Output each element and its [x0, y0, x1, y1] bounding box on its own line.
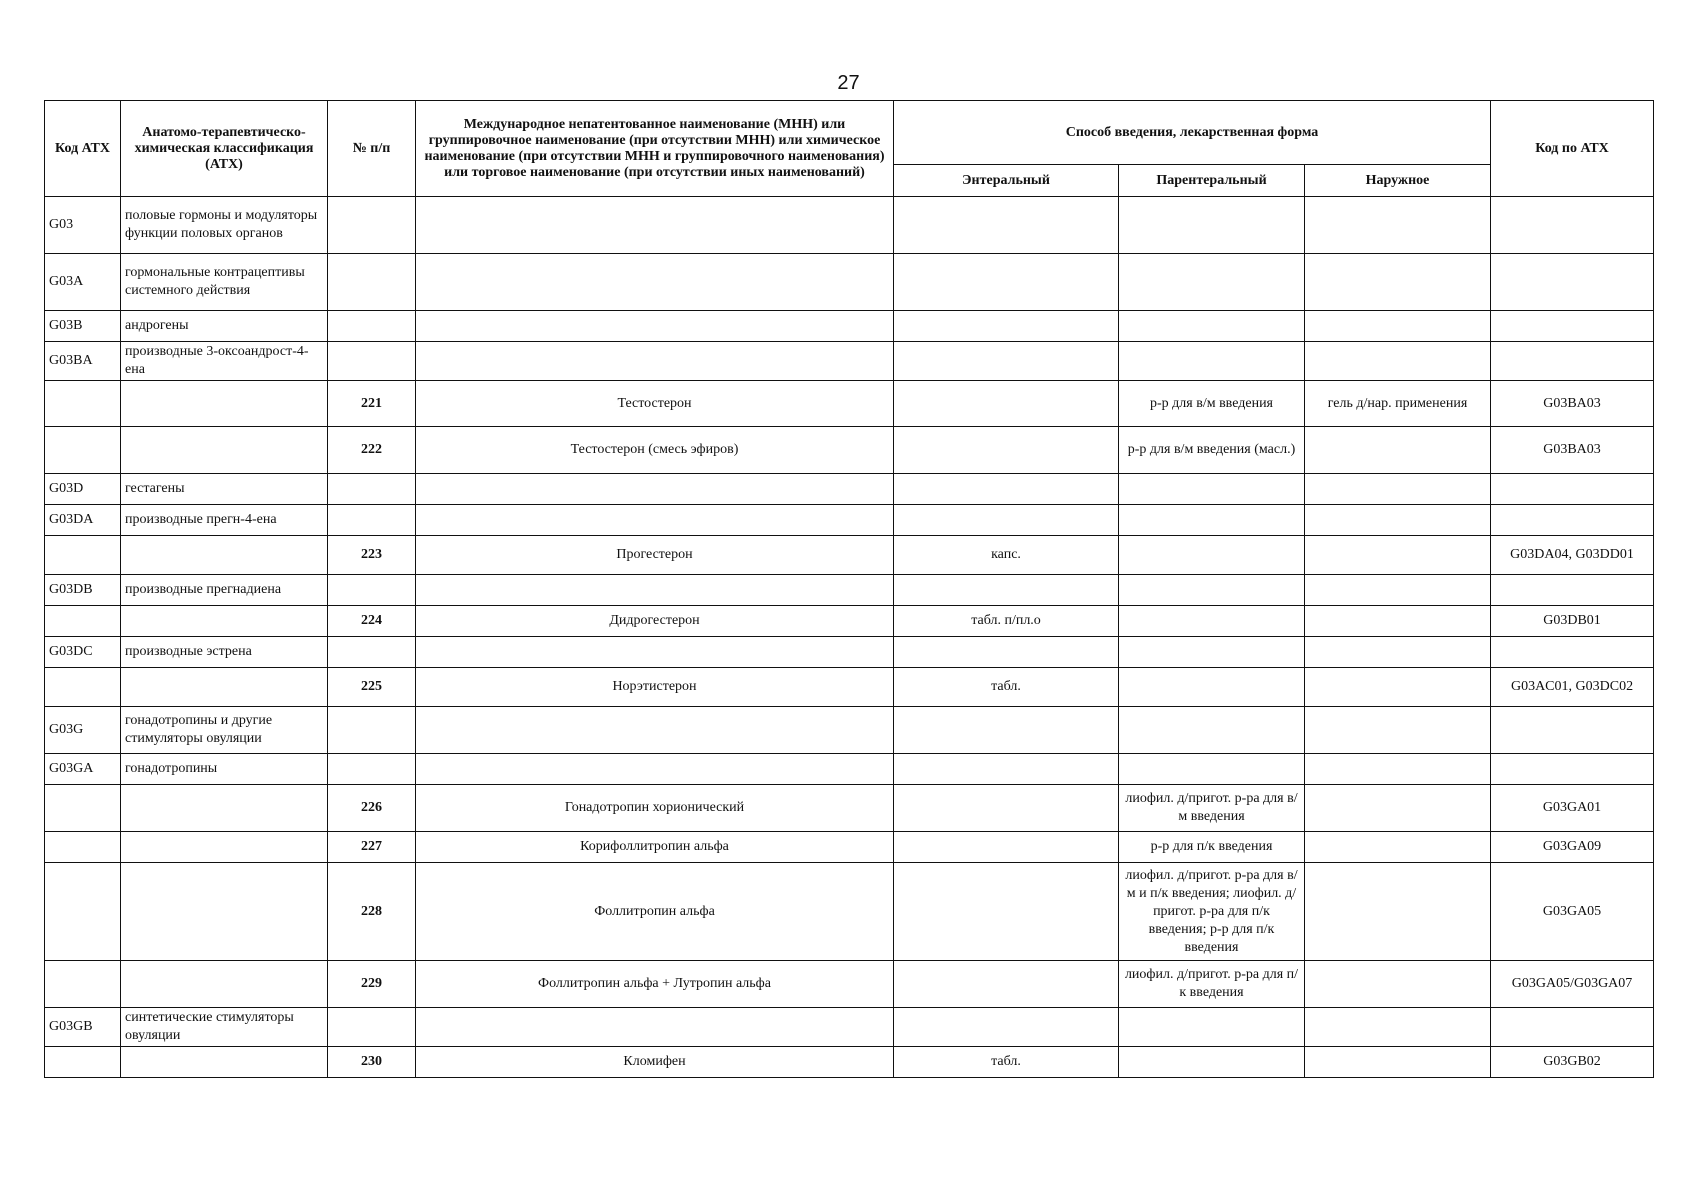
table-row	[45, 254, 1654, 311]
cell-code	[45, 668, 121, 707]
table-row	[45, 505, 1654, 536]
table-row	[45, 342, 1654, 381]
cell-code: G03BA	[45, 342, 121, 381]
cell-number	[328, 342, 416, 381]
cell-code: G03GA	[45, 754, 121, 785]
header-parenteral: Парентеральный	[1119, 165, 1305, 197]
table-row	[45, 311, 1654, 342]
cell-enteral	[894, 474, 1119, 505]
cell-atc	[1491, 197, 1654, 254]
cell-classification	[121, 536, 328, 575]
cell-external	[1305, 575, 1491, 606]
cell-atc	[1491, 254, 1654, 311]
cell-atc	[1491, 1008, 1654, 1047]
cell-name	[416, 637, 894, 668]
drug-table	[44, 100, 1654, 1078]
cell-atc: G03DA04, G03DD01	[1491, 536, 1654, 575]
table-row	[45, 474, 1654, 505]
cell-external	[1305, 606, 1491, 637]
cell-name	[416, 311, 894, 342]
cell-name: Дидрогестерон	[416, 606, 894, 637]
cell-name: Норэтистерон	[416, 668, 894, 707]
table-row	[45, 754, 1654, 785]
table-row	[45, 707, 1654, 754]
cell-enteral	[894, 427, 1119, 474]
cell-parenteral	[1119, 754, 1305, 785]
cell-enteral	[894, 1008, 1119, 1047]
cell-enteral: капс.	[894, 536, 1119, 575]
cell-classification	[121, 427, 328, 474]
cell-code: G03DB	[45, 575, 121, 606]
cell-classification	[121, 1047, 328, 1078]
table-row	[45, 427, 1654, 474]
cell-enteral: табл.	[894, 668, 1119, 707]
cell-code	[45, 961, 121, 1008]
cell-name: Прогестерон	[416, 536, 894, 575]
cell-parenteral	[1119, 707, 1305, 754]
cell-code: G03A	[45, 254, 121, 311]
cell-number: 223	[328, 536, 416, 575]
table-row	[45, 606, 1654, 637]
cell-external	[1305, 707, 1491, 754]
cell-name	[416, 505, 894, 536]
cell-external	[1305, 536, 1491, 575]
table-row	[45, 637, 1654, 668]
cell-classification	[121, 832, 328, 863]
cell-classification: гормональные контрацептивы системного действия	[121, 254, 328, 311]
cell-external	[1305, 754, 1491, 785]
header-number: № п/п	[328, 101, 416, 197]
header-external: Наружное	[1305, 165, 1491, 197]
cell-number	[328, 575, 416, 606]
page-number: 27	[837, 72, 860, 94]
cell-atc: G03BA03	[1491, 427, 1654, 474]
cell-name	[416, 754, 894, 785]
cell-atc: G03AC01, G03DC02	[1491, 668, 1654, 707]
cell-external	[1305, 427, 1491, 474]
cell-atc	[1491, 474, 1654, 505]
cell-parenteral	[1119, 575, 1305, 606]
cell-classification	[121, 381, 328, 427]
cell-classification: производные 3-оксоандрост-4-ена	[121, 342, 328, 381]
cell-classification: производные прегнадиена	[121, 575, 328, 606]
cell-code: G03G	[45, 707, 121, 754]
cell-enteral	[894, 575, 1119, 606]
table-row	[45, 1047, 1654, 1078]
cell-parenteral: лиофил. д/пригот. р-ра для п/к введения	[1119, 961, 1305, 1008]
cell-enteral: табл.	[894, 1047, 1119, 1078]
cell-parenteral	[1119, 1047, 1305, 1078]
cell-enteral	[894, 785, 1119, 832]
cell-code: G03	[45, 197, 121, 254]
cell-external	[1305, 637, 1491, 668]
cell-parenteral: р-р для в/м введения (масл.)	[1119, 427, 1305, 474]
cell-number	[328, 254, 416, 311]
cell-number	[328, 311, 416, 342]
cell-parenteral	[1119, 536, 1305, 575]
cell-number: 230	[328, 1047, 416, 1078]
cell-enteral	[894, 832, 1119, 863]
table-row	[45, 668, 1654, 707]
cell-atc: G03GA05	[1491, 863, 1654, 961]
cell-name: Тестостерон (смесь эфиров)	[416, 427, 894, 474]
cell-parenteral	[1119, 311, 1305, 342]
cell-parenteral	[1119, 505, 1305, 536]
cell-number: 229	[328, 961, 416, 1008]
cell-external	[1305, 832, 1491, 863]
cell-code	[45, 832, 121, 863]
cell-enteral	[894, 254, 1119, 311]
header-enteral: Энтеральный	[894, 165, 1119, 197]
cell-name	[416, 575, 894, 606]
cell-classification: гестагены	[121, 474, 328, 505]
cell-atc: G03GA09	[1491, 832, 1654, 863]
cell-code	[45, 863, 121, 961]
cell-code: G03DC	[45, 637, 121, 668]
cell-enteral	[894, 754, 1119, 785]
cell-code	[45, 427, 121, 474]
cell-number: 224	[328, 606, 416, 637]
cell-atc	[1491, 311, 1654, 342]
cell-classification: синтетические стимуляторы овуляции	[121, 1008, 328, 1047]
cell-external	[1305, 863, 1491, 961]
cell-parenteral: р-р для п/к введения	[1119, 832, 1305, 863]
cell-name: Фоллитропин альфа + Лутропин альфа	[416, 961, 894, 1008]
cell-enteral	[894, 863, 1119, 961]
cell-external	[1305, 311, 1491, 342]
cell-classification: производные эстрена	[121, 637, 328, 668]
cell-parenteral	[1119, 254, 1305, 311]
cell-atc	[1491, 707, 1654, 754]
cell-external	[1305, 505, 1491, 536]
cell-number	[328, 637, 416, 668]
cell-external	[1305, 197, 1491, 254]
cell-name: Гонадотропин хорионический	[416, 785, 894, 832]
cell-enteral	[894, 505, 1119, 536]
cell-parenteral	[1119, 637, 1305, 668]
header-route: Способ введения, лекарственная форма	[894, 101, 1491, 165]
header-atc-code: Код по АТХ	[1491, 101, 1654, 197]
table-row	[45, 863, 1654, 961]
header-name: Международное непатентованное наименование (МНН) или группировочное наименование (при отсутствии МНН) или химическое наименование (при отсутствии МНН и группировочного наименования) или торговое наименование (при отсутствии иных наименований)	[416, 101, 894, 197]
cell-atc: G03GB02	[1491, 1047, 1654, 1078]
table-row	[45, 785, 1654, 832]
cell-name	[416, 707, 894, 754]
table-row	[45, 1008, 1654, 1047]
cell-enteral	[894, 381, 1119, 427]
cell-atc	[1491, 505, 1654, 536]
cell-parenteral	[1119, 474, 1305, 505]
cell-classification	[121, 668, 328, 707]
cell-enteral: табл. п/пл.о	[894, 606, 1119, 637]
cell-number	[328, 754, 416, 785]
cell-code	[45, 1047, 121, 1078]
cell-enteral	[894, 311, 1119, 342]
cell-external	[1305, 961, 1491, 1008]
cell-enteral	[894, 637, 1119, 668]
cell-external: гель д/нар. применения	[1305, 381, 1491, 427]
cell-parenteral: р-р для в/м введения	[1119, 381, 1305, 427]
cell-name: Тестостерон	[416, 381, 894, 427]
cell-external	[1305, 785, 1491, 832]
cell-classification	[121, 785, 328, 832]
cell-external	[1305, 1008, 1491, 1047]
table-row	[45, 536, 1654, 575]
cell-number: 228	[328, 863, 416, 961]
cell-number: 226	[328, 785, 416, 832]
cell-atc	[1491, 342, 1654, 381]
cell-parenteral	[1119, 342, 1305, 381]
cell-classification: гонадотропины и другие стимуляторы овуляции	[121, 707, 328, 754]
cell-name	[416, 1008, 894, 1047]
cell-name: Фоллитропин альфа	[416, 863, 894, 961]
cell-name	[416, 342, 894, 381]
cell-number: 222	[328, 427, 416, 474]
cell-parenteral	[1119, 668, 1305, 707]
cell-atc	[1491, 637, 1654, 668]
cell-name: Кломифен	[416, 1047, 894, 1078]
cell-code: G03D	[45, 474, 121, 505]
table-header	[45, 101, 1654, 197]
table-row	[45, 575, 1654, 606]
cell-enteral	[894, 197, 1119, 254]
cell-parenteral	[1119, 197, 1305, 254]
cell-classification: половые гормоны и модуляторы функции половых органов	[121, 197, 328, 254]
cell-name	[416, 197, 894, 254]
cell-external	[1305, 474, 1491, 505]
cell-number	[328, 1008, 416, 1047]
cell-number: 221	[328, 381, 416, 427]
cell-atc: G03BA03	[1491, 381, 1654, 427]
cell-classification: андрогены	[121, 311, 328, 342]
cell-enteral	[894, 707, 1119, 754]
cell-code	[45, 536, 121, 575]
cell-atc	[1491, 575, 1654, 606]
cell-code	[45, 381, 121, 427]
table-row	[45, 197, 1654, 254]
cell-number: 225	[328, 668, 416, 707]
cell-atc: G03GA05/G03GA07	[1491, 961, 1654, 1008]
cell-parenteral: лиофил. д/пригот. р-ра для в/м и п/к введения; лиофил. д/пригот. р-ра для п/к введения; р-р для п/к введения	[1119, 863, 1305, 961]
cell-number	[328, 197, 416, 254]
cell-number	[328, 505, 416, 536]
cell-classification: гонадотропины	[121, 754, 328, 785]
cell-number: 227	[328, 832, 416, 863]
cell-code	[45, 785, 121, 832]
cell-classification: производные прегн-4-ена	[121, 505, 328, 536]
cell-code: G03GB	[45, 1008, 121, 1047]
cell-name	[416, 254, 894, 311]
cell-external	[1305, 668, 1491, 707]
cell-classification	[121, 961, 328, 1008]
cell-classification	[121, 863, 328, 961]
cell-atc: G03DB01	[1491, 606, 1654, 637]
header-code-atx: Код АТХ	[45, 101, 121, 197]
cell-parenteral: лиофил. д/пригот. р-ра для в/м введения	[1119, 785, 1305, 832]
cell-code: G03B	[45, 311, 121, 342]
cell-external	[1305, 342, 1491, 381]
cell-number	[328, 707, 416, 754]
cell-parenteral	[1119, 606, 1305, 637]
cell-atc	[1491, 754, 1654, 785]
cell-enteral	[894, 342, 1119, 381]
cell-name	[416, 474, 894, 505]
table-row	[45, 381, 1654, 427]
cell-number	[328, 474, 416, 505]
cell-parenteral	[1119, 1008, 1305, 1047]
cell-code: G03DA	[45, 505, 121, 536]
cell-external	[1305, 1047, 1491, 1078]
header-classification: Анатомо-терапевтическо-химическая классификация (АТХ)	[121, 101, 328, 197]
cell-classification	[121, 606, 328, 637]
cell-code	[45, 606, 121, 637]
cell-enteral	[894, 961, 1119, 1008]
table-row	[45, 961, 1654, 1008]
cell-external	[1305, 254, 1491, 311]
cell-name: Корифоллитропин альфа	[416, 832, 894, 863]
table-row	[45, 832, 1654, 863]
cell-atc: G03GA01	[1491, 785, 1654, 832]
